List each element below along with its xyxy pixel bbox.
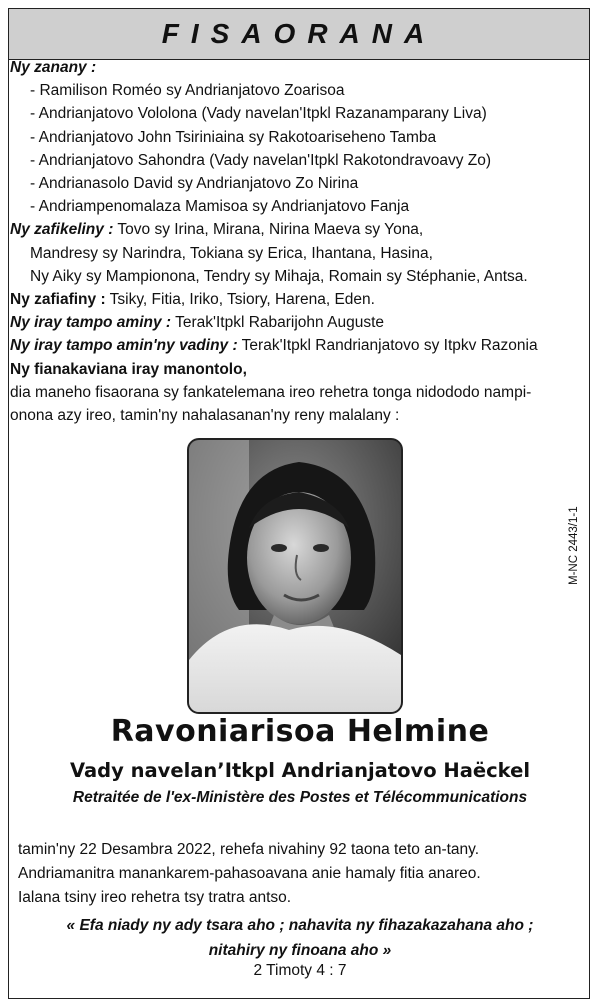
zanany-item: - Ramilison Roméo sy Andrianjatovo Zoarisoa: [30, 82, 345, 100]
zafikeliny-text: Tovo sy Irina, Mirana, Nirina Maeva sy Yona,: [113, 221, 424, 239]
zanany-item: - Andrianjatovo Vololona (Vady navelan'Itpkl Razanamparany Liva): [30, 105, 487, 123]
retirement-line: Retraitée de l'ex-Ministère des Postes et Télécommunications: [72, 789, 528, 806]
reference-code: M-NC 2443/1-1: [568, 506, 580, 585]
quote-reference: 2 Timoty 4 : 7: [253, 962, 347, 979]
death-line3: Ialana tsiny ireo rehetra tsy tratra antso.: [18, 889, 292, 906]
zafikeliny-label: Ny zafikeliny :: [10, 221, 114, 239]
quote-line2: nitahiry ny finoana aho »: [208, 942, 392, 959]
death-notice: [18, 838, 481, 910]
tampo-vady-text: Terak'Itpkl Randrianjatovo sy Itpkv Razonia: [237, 337, 538, 355]
tampo-label: Ny iray tampo aminy :: [10, 314, 172, 332]
zafikeliny-line2: Mandresy sy Narindra, Tokiana sy Erica, Ihantana, Hasina,: [30, 244, 433, 262]
family-list: [10, 56, 572, 427]
zanany-item: - Andrianasolo David sy Andrianjatovo Zo Nirina: [30, 175, 359, 193]
spouse-line: Vady navelan’Itkpl Andrianjatovo Haëckel: [69, 759, 531, 782]
tampo-vady-label: Ny iray tampo amin'ny vadiny :: [10, 337, 238, 355]
zafikeliny-line3: Ny Aiky sy Mampionona, Tendry sy Mihaja, Romain sy Stéphanie, Antsa.: [30, 267, 528, 285]
death-line2: Andriamanitra manankarem-pahasoavana anie hamaly fitia anareo.: [18, 865, 481, 882]
quote-line1: « Efa niady ny ady tsara aho ; nahavita ny fihazakazahana aho ;: [66, 917, 534, 934]
tampo-text: Terak'Itpkl Rabarijohn Auguste: [171, 314, 384, 332]
zanany-label: Ny zanany :: [10, 59, 97, 76]
deceased-name: Ravoniarisoa Helmine: [110, 714, 490, 749]
fianakaviana-line1: dia maneho fisaorana sy fankatelemana ireo rehetra tonga nidododo nampi-: [10, 383, 532, 401]
zafiafiny-line: [10, 288, 572, 311]
header-bar: [9, 9, 589, 60]
tampo-line: [10, 311, 572, 334]
zanany-item: - Andrianjatovo John Tsiriniaina sy Rakotoariseheno Tamba: [30, 128, 437, 146]
death-line1: tamin'ny 22 Desambra 2022, rehefa nivahiny 92 taona teto an-tany.: [18, 841, 480, 858]
zanany-item: - Andrianjatovo Sahondra (Vady navelan'Itpkl Rakotondravoavy Zo): [30, 151, 492, 169]
zafiafiny-text: Tsiky, Fitia, Iriko, Tsiory, Harena, Eden.: [105, 291, 375, 309]
fianakaviana-label: Ny fianakaviana iray manontolo,: [10, 360, 247, 378]
zafiafiny-label: Ny zafiafiny :: [10, 291, 106, 309]
tampo-vady-line: [10, 334, 572, 357]
portrait-icon: [189, 440, 401, 712]
header-title: FISAORANA: [161, 18, 437, 49]
bible-quote: [0, 913, 600, 963]
zafikeliny-line: [10, 218, 572, 241]
fianakaviana-line2: onona azy ireo, tamin'ny nahalasanan'ny reny malalany :: [10, 407, 400, 425]
portrait-photo: [187, 438, 403, 714]
zanany-item: - Andriampenomalaza Mamisoa sy Andrianjatovo Fanja: [30, 198, 410, 216]
